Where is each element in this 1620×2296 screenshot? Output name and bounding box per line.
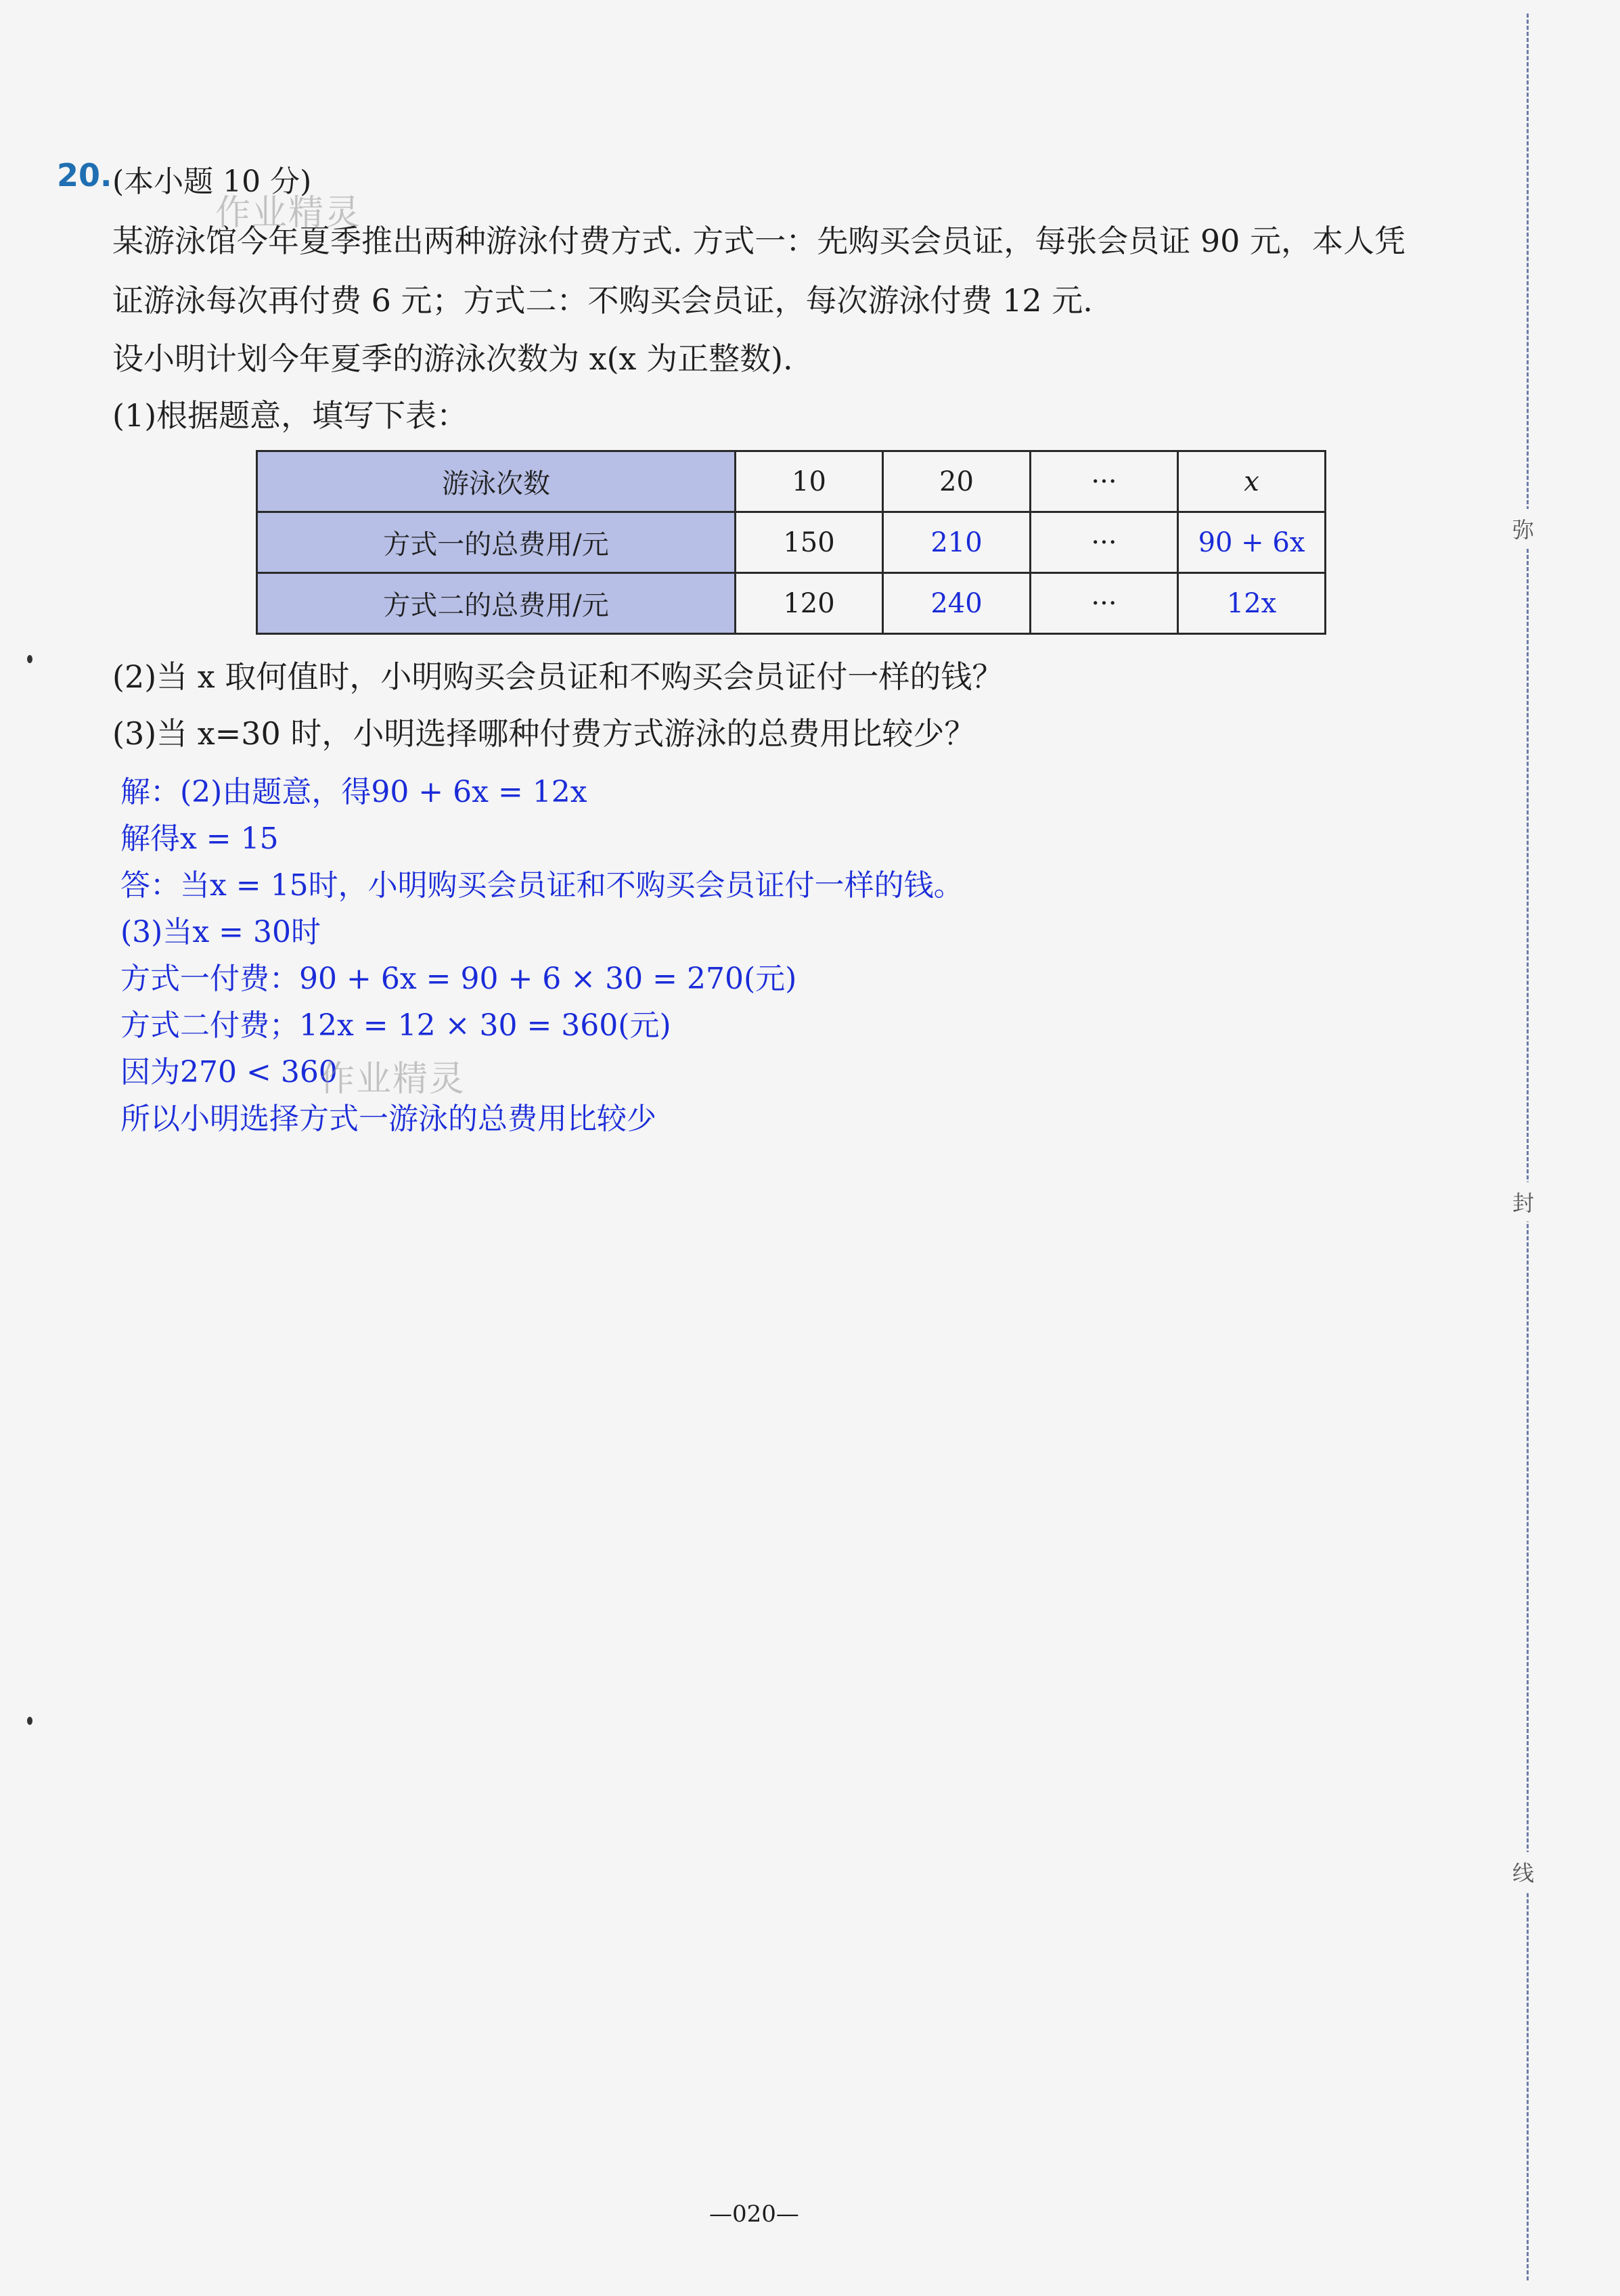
page-number: —020— — [709, 2201, 799, 2228]
table-row-header: 方式二的总费用/元 — [257, 573, 736, 634]
table-cell-answer: 90 + 6x — [1178, 512, 1326, 573]
answer-line: 解得x = 15 — [120, 821, 279, 856]
question-line-1: 某游泳馆今年夏季推出两种游泳付费方式. 方式一：先购买会员证，每张会员证 90 元，本人凭 — [112, 223, 1406, 259]
table-cell-answer: 240 — [883, 573, 1031, 634]
table-cell: ··· — [1031, 512, 1178, 573]
watermark-2: 作业精灵 — [319, 1059, 466, 1100]
margin-mark — [27, 1717, 32, 1725]
table-cell: ··· — [1031, 573, 1178, 634]
table-cell: 20 — [883, 451, 1031, 512]
table-row — [257, 512, 1326, 573]
question-points: (本小题 10 分) — [112, 164, 312, 199]
answer-line: (3)当x = 30时 — [120, 915, 321, 949]
table-row-header: 方式一的总费用/元 — [257, 512, 736, 573]
question-number: 20. — [57, 157, 112, 194]
watermark-1: 作业精灵 — [215, 193, 362, 233]
answer-line: 方式一付费：90 + 6x = 90 + 6 × 30 = 270(元) — [120, 962, 797, 996]
answer-line: 因为270 < 360 — [120, 1055, 338, 1089]
table-row — [257, 573, 1326, 634]
table-cell: x — [1178, 451, 1326, 512]
binding-label-middle: 封 — [1512, 1182, 1534, 1221]
binding-dashed-line — [1527, 14, 1529, 2280]
fee-table — [256, 450, 1326, 635]
question-line-3: 设小明计划今年夏季的游泳次数为 x(x 为正整数). — [112, 340, 793, 377]
answer-line: 方式二付费；12x = 12 × 30 = 360(元) — [120, 1008, 671, 1043]
table-cell-answer: 12x — [1178, 573, 1326, 634]
answer-line: 答：当x = 15时，小明购买会员证和不购买会员证付一样的钱。 — [120, 868, 964, 903]
question-line-2: 证游泳每次再付费 6 元；方式二：不购买会员证，每次游泳付费 12 元. — [112, 282, 1093, 319]
binding-label-top: 弥 — [1512, 509, 1534, 548]
answer-line: 解：(2)由题意，得90 + 6x = 12x — [120, 775, 587, 809]
binding-label-bottom: 线 — [1512, 1852, 1534, 1891]
margin-mark — [27, 655, 32, 663]
question-part-2: (2)当 x 取何值时，小明购买会员证和不购买会员证付一样的钱？ — [112, 658, 1004, 695]
table-cell-answer: 210 — [883, 512, 1031, 573]
table-row-header: 游泳次数 — [257, 451, 736, 512]
table-cell: 150 — [736, 512, 883, 573]
question-part-1: (1)根据题意，填写下表： — [112, 397, 468, 434]
table-cell: 120 — [736, 573, 883, 634]
answer-line: 所以小明选择方式一游泳的总费用比较少 — [120, 1102, 656, 1136]
table-cell: ··· — [1031, 451, 1178, 512]
table-cell: 10 — [736, 451, 883, 512]
question-part-3: (3)当 x=30 时，小明选择哪种付费方式游泳的总费用比较少？ — [112, 715, 976, 752]
table-row — [257, 451, 1326, 512]
